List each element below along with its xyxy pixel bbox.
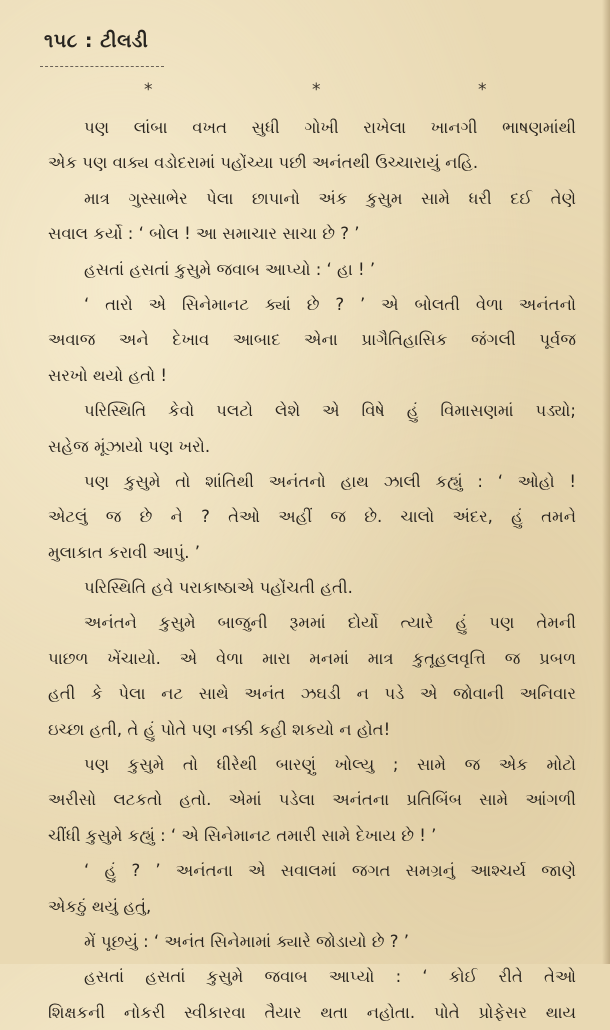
text-line: મેં પૂછયું : ‘ અનંત સિનેમામાં ક્યારે જોડાયો છે ? ’ — [84, 931, 410, 951]
page-header: ૧૫૮ : ટીલડી — [44, 30, 149, 52]
text-line: અનંતને કુસુમે બાજુની રૂમમાં દોર્યો ત્યારે હું પણ તેમની — [84, 613, 576, 633]
text-line: એક પણ વાક્ય વડોદરામાં પહોંચ્યા પછી અનંતથી ઉચ્ચારાયું નહિ. — [48, 153, 479, 173]
text-line: પણ કુસુમે તો શાંતિથી અનંતનો હાથ ઝાલી કહ્યું : ‘ ઓહો ! — [84, 471, 576, 491]
separator-star: * — [478, 80, 487, 100]
text-line: માત્ર ગુસ્સાભેર પેલા છાપાનો અંક કુસુમ સામે ધરી દઈ તેણે — [84, 188, 576, 208]
text-line: પરિસ્થિતિ કેવો પલટો લેશે એ વિષે હું વિમાસણમાં પડ્યો; — [84, 401, 576, 421]
text-line: ‘ તારો એ સિનેમાનટ ક્યાં છે ? ’ એ બોલતી વેળા અનંતનો — [84, 294, 576, 314]
text-line: એકઠું થયું હતું, — [48, 896, 152, 916]
text-line: એટલું જ છે ને ? તેઓ અહીં જ છે. ચાલો અંદર, હું તમને — [48, 507, 576, 527]
text-line: ‘ હું ? ’ અનંતના એ સવાલમાં જગત સમગ્રનું આશ્ચર્ય જાણે — [84, 861, 576, 881]
text-line: શિક્ષકની નોકરી સ્વીકારવા તૈયાર થતા નહોતા. પોતે પ્રોફેસર થાય — [48, 1002, 576, 1022]
text-line: સવાલ કર્યો : ‘ બોલ ! આ સમાચાર સાચા છે ? ’ — [48, 224, 360, 244]
text-line: ચીંધી કુસુમે કહ્યું : ‘ એ સિનેમાનટ તમારી સામે દેખાય છે ! ’ — [48, 825, 437, 845]
text-line: અવાજ અને દેખાવ આબાદ એના પ્રાગૈતિહાસિક જંગલી પૂર્વજ — [48, 330, 576, 350]
text-line: હસતાં હસતાં કુસુમે જવાબ આપ્યો : ‘ હા ! ’ — [84, 259, 376, 279]
separator-star: * — [312, 80, 321, 100]
text-line: હતી કે પેલા નટ સાથે અનંત ઝઘડી ન પડે એ જોવાની અનિવાર — [48, 684, 576, 704]
text-line: મુલાકાત કરાવી આપું. ’ — [48, 542, 200, 562]
text-line: પરિસ્થિતિ હવે પરાકાષ્ઠાએ પહોંચતી હતી. — [84, 578, 353, 598]
text-line: હસતાં હસતાં કુસુમે જવાબ આપ્યો : ‘ કોઈ રીતે તેઓ — [84, 967, 576, 987]
page-edge-shadow — [602, 0, 610, 964]
text-line: પાછળ ખેંચાયો. એ વેળા મારા મનમાં માત્ર કુતૂહલવૃત્તિ જ પ્રબળ — [48, 648, 576, 668]
text-line: પણ લાંબા વખત સુધી ગોખી રાખેલા ખાનગી ભાષણમાંથી — [84, 118, 576, 137]
separator-star: * — [144, 80, 153, 100]
text-line: સરખો થયો હતો ! — [48, 365, 168, 385]
header-underline — [40, 66, 164, 67]
text-line: સહેજ મૂંઝાયો પણ ખરો. — [48, 436, 211, 456]
section-separator — [0, 80, 610, 100]
text-line: પણ કુસુમે તો ધીરેથી બારણું ખોલ્યુ ; સામે જ એક મોટો — [84, 755, 576, 775]
text-line: ઇચ્છા હતી, તે હું પોતે પણ નક્કી કહી શકયો ન હોત! — [48, 719, 391, 739]
text-line: અરીસો લટકતો હતો. એમાં પડેલા અનંતના પ્રતિબિંબ સામે આંગળી — [48, 790, 576, 810]
page-body-text — [48, 110, 576, 1030]
